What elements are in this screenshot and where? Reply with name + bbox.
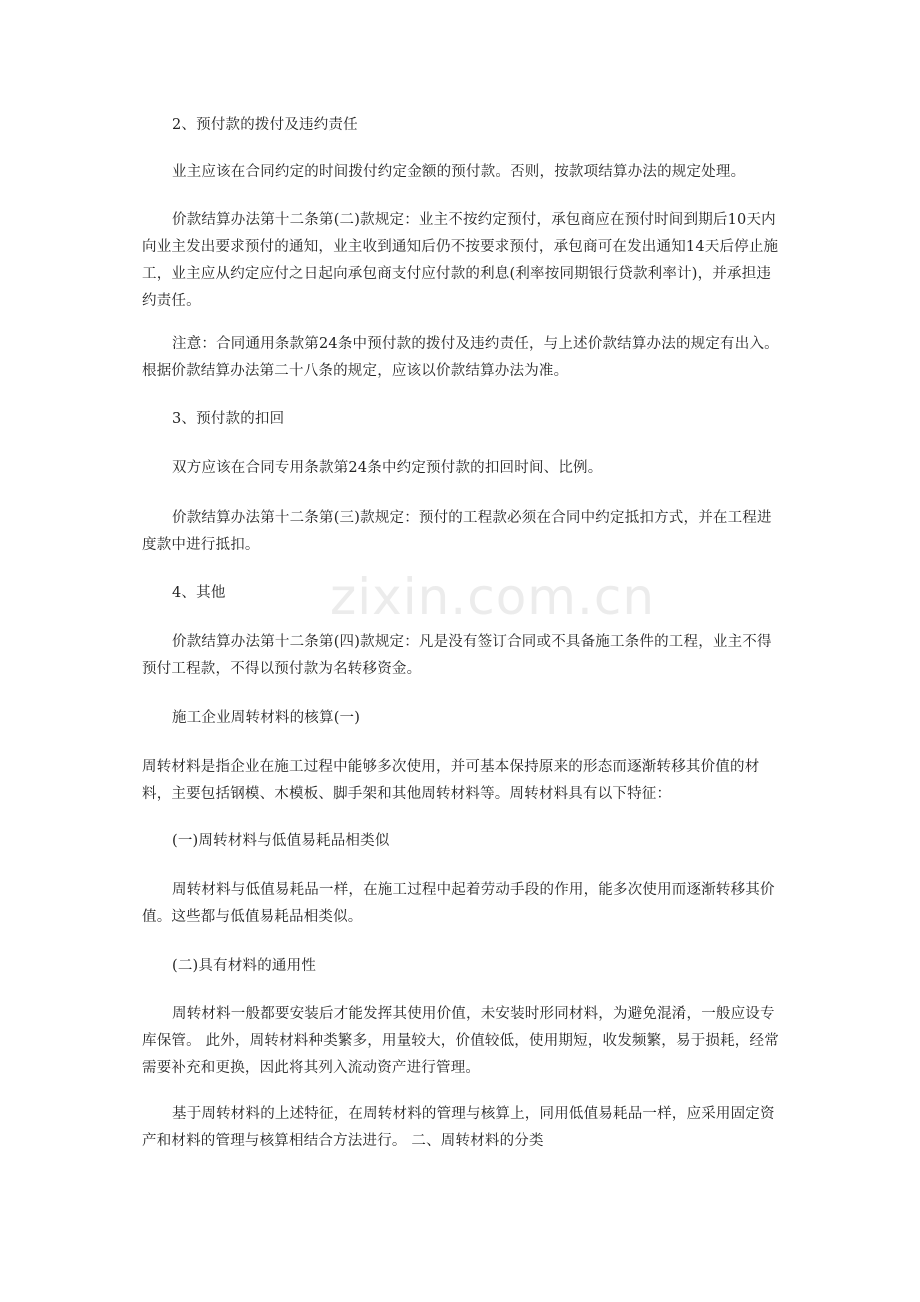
section-heading-advance-payment-liability: 2、预付款的拨付及违约责任: [172, 117, 358, 133]
paragraph: 业主应该在合同约定的时间拨付约定金额的预付款。否则，按款项结算办法的规定处理。: [172, 164, 746, 180]
watermark: zixin.com.cn: [330, 568, 656, 626]
paragraph: 双方应该在合同专用条款第24条中约定预付款的扣回时间、比例。: [172, 460, 603, 476]
subheading-similar-to-low-value: (一)周转材料与低值易耗品相类似: [172, 833, 390, 849]
section-heading-other: 4、其他: [172, 585, 226, 601]
paragraph: 基于周转材料的上述特征，在周转材料的管理与核算上，同用低值易耗品一样，应采用固定资产和材料的管理与核算相结合方法进行。 二、周转材料的分类: [142, 1106, 775, 1149]
paragraph: 周转材料是指企业在施工过程中能够多次使用，并可基本保持原来的形态而逐渐转移其价值的材料，主要包括钢模、木模板、脚手架和其他周转材料等。周转材料具有以下特征：: [142, 759, 760, 802]
paragraph: 价款结算办法第十二条第(四)款规定：凡是没有签订合同或不具备施工条件的工程，业主不得预付工程款，不得以预付款为名转移资金。: [142, 634, 772, 677]
paragraph: 价款结算办法第十二条第(三)款规定：预付的工程款必须在合同中约定抵扣方式，并在工程进度款中进行抵扣。: [142, 510, 772, 553]
paragraph: 价款结算办法第十二条第(二)款规定：业主不按约定预付，承包商应在预付时间到期后10天内向业主发出要求预付的通知，业主收到通知后仍不按要求预付，承包商可在发出通知14天后停止施工，业主应从约定应付之日起向承包商支付应付款的利息(利率按同期银行贷款利率计)，并承担违约责任。: [142, 212, 779, 309]
subheading-material-generality: (二)具有材料的通用性: [172, 958, 317, 974]
paragraph: 周转材料一般都要安装后才能发挥其使用价值，未安装时形同材料，为避免混淆，一般应设专库保管。 此外，周转材料种类繁多，用量较大，价值较低，使用期短，收发频繁，易于损耗，经常需要补充和更换，因此将其列入流动资产进行管理。: [142, 1006, 779, 1076]
paragraph: 周转材料与低值易耗品一样，在施工过程中起着劳动手段的作用，能多次使用而逐渐转移其价值。这些都与低值易耗品相类似。: [142, 882, 775, 925]
paragraph: 注意：合同通用条款第24条中预付款的拨付及违约责任，与上述价款结算办法的规定有出入。根据价款结算办法第二十八条的规定，应该以价款结算办法为准。: [142, 336, 779, 379]
section-heading-working-materials: 施工企业周转材料的核算(一): [172, 710, 361, 726]
section-heading-advance-deduction: 3、预付款的扣回: [172, 411, 285, 427]
